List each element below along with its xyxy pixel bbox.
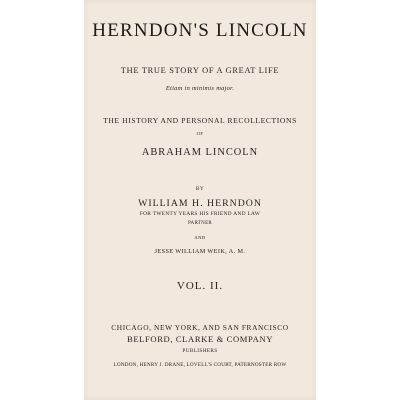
by-word: BY <box>195 186 205 192</box>
history-line: THE HISTORY AND PERSONAL RECOLLECTIONS <box>103 116 297 125</box>
and-word: AND <box>194 235 206 240</box>
latin-motto: Etiam in minimis major. <box>165 85 235 92</box>
book-title: HERNDON'S LINCOLN <box>92 20 308 41</box>
publishers-label: PUBLISHERS <box>182 348 218 354</box>
publisher-name: BELFORD, CLARKE & COMPANY <box>127 334 273 344</box>
subject-name: ABRAHAM LINCOLN <box>141 147 259 158</box>
author-note-line1: FOR TWENTY YEARS HIS FRIEND AND LAW <box>139 211 261 217</box>
book-subtitle: THE TRUE STORY OF A GREAT LIFE <box>120 66 280 75</box>
book-title-page <box>84 0 316 400</box>
volume-number: VOL. II. <box>176 280 224 292</box>
coauthor-name: JESSE WILLIAM WEIK, A. M. <box>154 248 246 255</box>
of-word: OF <box>196 131 204 136</box>
london-imprint: LONDON, HENRY J. DRANE, LOVELL'S COURT, PATERNOSTER ROW <box>113 362 287 368</box>
publication-cities: CHICAGO, NEW YORK, AND SAN FRANCISCO <box>111 323 289 332</box>
author-note-line2: PARTNER <box>187 221 213 226</box>
author-name: WILLIAM H. HERNDON <box>138 198 262 209</box>
